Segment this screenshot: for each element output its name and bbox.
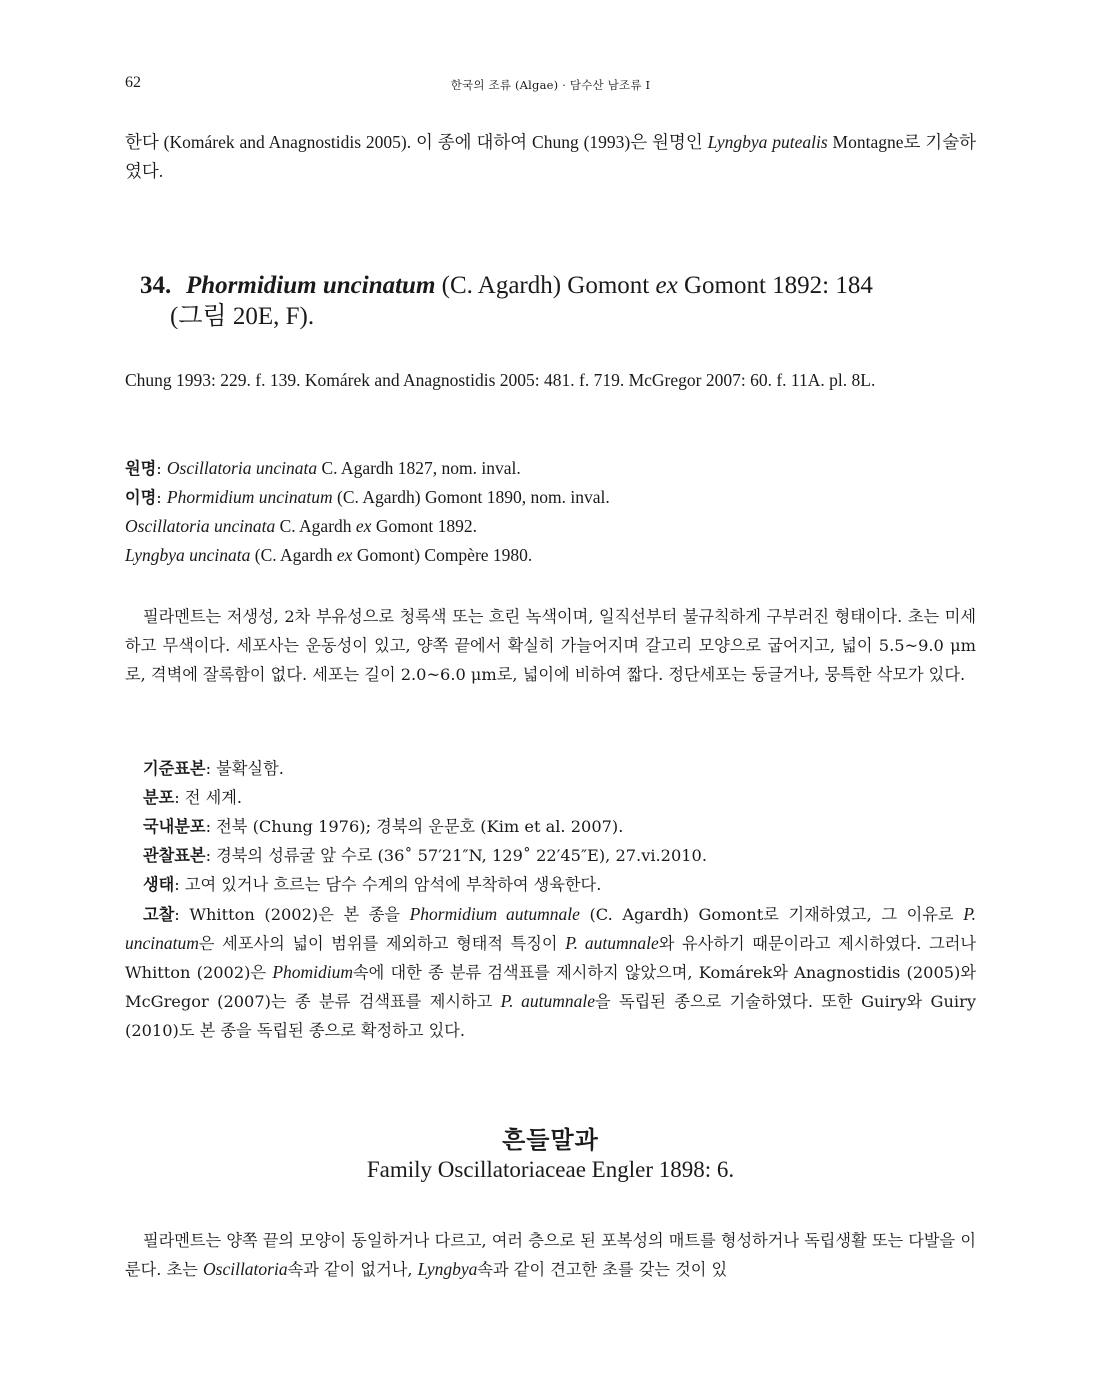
domestic-distribution-label: 국내분포 xyxy=(143,817,206,836)
remarks-label: 고찰 xyxy=(143,905,175,924)
family-desc-text-3: 속과 같이 견고한 초를 갖는 것이 있 xyxy=(477,1260,728,1279)
synonym-2-authority-b: Gomont 1892. xyxy=(371,516,477,536)
remarks-text-5: 속에 대한 종 분류 검색표를 제시하지 않았으며, Komárek와 Anagnostidis (2005)와 McGregor (2007)는 종 분류 검색표를 제시하고 xyxy=(125,963,976,1011)
species-heading xyxy=(140,270,940,332)
family-heading-korean: 흔들말과 xyxy=(502,1125,599,1154)
basionym-label: 원명 xyxy=(125,459,157,478)
page-header xyxy=(125,74,976,98)
basionym-line: 원명: Oscillatoria uncinata C. Agardh 1827, nom. inval. xyxy=(125,458,521,478)
remarks-taxon-4: Phomidium xyxy=(272,962,354,982)
synonym-2-ex: ex xyxy=(355,516,372,536)
basionym-authority: C. Agardh 1827, nom. inval. xyxy=(317,458,521,478)
species-number: 34. xyxy=(140,272,172,299)
family-desc-text-1: 필라멘트는 양쪽 끝의 모양이 동일하거나 다르고, 여러 층으로 된 포복성의 매트를 형성하거나 독립생활 또는 다발을 이룬다. 초는 xyxy=(125,1231,976,1279)
synonym-line-3 xyxy=(125,541,976,570)
family-desc-genus-1: Oscillatoria xyxy=(203,1259,288,1279)
remarks-text-6: 을 독립된 종으로 기술하였다. 또한 Guiry와 Guiry (2010)도 본 종을 독립된 종으로 확정하고 있다. xyxy=(125,992,976,1040)
remarks-text-1: : Whitton (2002)은 본 종을 xyxy=(174,905,410,924)
remarks-taxon-2: P. uncinatum xyxy=(125,904,976,953)
remarks-text-4: 와 유사하기 때문이라고 제시하였다. 그러나 Whitton (2002)은 xyxy=(125,934,976,982)
synonym-line-2 xyxy=(125,512,976,541)
domestic-distribution-value: : 전북 (Chung 1976); 경북의 운문호 (Kim et al. 2007). xyxy=(205,817,624,836)
synonym-1-name: Phormidium uncinatum xyxy=(166,487,333,507)
species-authority-b: Gomont 1892: 184 xyxy=(677,272,873,299)
species-name: Phormidium uncinatum xyxy=(186,272,436,299)
synonym-3-authority-a: (C. Agardh xyxy=(250,545,337,565)
literature-citations: Chung 1993: 229. f. 139. Komárek and Anagnostidis 2005: 481. f. 719. McGregor 2007: 60. f. 11A. pl. 8L. xyxy=(125,370,876,390)
distribution-line xyxy=(143,783,976,812)
cont-text-c: Montagne로 기술하였다. xyxy=(125,132,976,181)
ecology-line xyxy=(143,870,976,899)
ecology-value: : 고여 있거나 흐르는 담수 수계의 암석에 부착하여 생육한다. xyxy=(174,875,602,894)
synonym-line-1: 이명: Phormidium uncinatum (C. Agardh) Gomont 1890, nom. inval. xyxy=(125,487,610,507)
type-specimen-line xyxy=(143,754,976,783)
distribution-value: : 전 세계. xyxy=(174,788,243,807)
synonym-3-ex: ex xyxy=(336,545,353,565)
observed-specimen-value: : 경북의 성류굴 앞 수로 (36˚ 57′21″N, 129˚ 22′45″E), 27.vi.2010. xyxy=(205,846,707,865)
observed-specimen-line xyxy=(143,841,976,870)
page-number: 62 xyxy=(125,74,141,91)
remarks-taxon-3: P. autumnale xyxy=(565,933,659,953)
synonym-label: 이명 xyxy=(125,488,157,507)
family-description xyxy=(125,1226,976,1284)
family-desc-text-2: 속과 같이 없거나, xyxy=(287,1260,418,1279)
remarks-paragraph xyxy=(125,900,976,1045)
remarks-text-2: (C. Agardh) Gomont로 기재하였고, 그 이유로 xyxy=(579,905,964,924)
type-specimen-value: : 불확실함. xyxy=(205,759,284,778)
synonym-2-name: Oscillatoria uncinata xyxy=(125,516,276,536)
family-desc-genus-2: Lyngbya xyxy=(417,1259,478,1279)
remarks-text-3: 은 세포사의 넓이 범위를 제외하고 형태적 특징이 xyxy=(198,934,566,953)
continued-paragraph xyxy=(125,128,976,186)
ecology-label: 생태 xyxy=(143,875,175,894)
remarks-taxon-1: Phormidium autumnale xyxy=(409,904,580,924)
remarks-taxon-5: P. autumnale xyxy=(500,991,595,1011)
figure-reference: (그림 20E, F). xyxy=(170,303,315,330)
morphology-description: 필라멘트는 저생성, 2차 부유성으로 청록색 또는 흐린 녹색이며, 일직선부터 불규칙하게 구부러진 형태이다. 초는 미세하고 무색이다. 세포사는 운동성이 있고, 양쪽 끝에서 확실히 가늘어지며 갈고리 모양으로 굽어지고, 넓이 5.5~9.0 μm로, 격벽에 잘록함이 없다. 세포는 길이 2.0~6.0 μm로, 넓이에 비하여 짧다. 정단세포는 둥글거나, 뭉특한 삭모가 있다. xyxy=(125,607,976,684)
cont-basionym: Lyngbya putealis xyxy=(707,132,828,152)
observed-specimen-label: 관찰표본 xyxy=(143,846,206,865)
basionym-name: Oscillatoria uncinata xyxy=(166,458,318,478)
family-heading-latin: Family Oscillatoriaceae Engler 1898: 6. xyxy=(366,1157,735,1182)
species-authority-a: (C. Agardh) Gomont xyxy=(435,272,656,299)
running-head: 한국의 조류 (Algae) · 담수산 남조류 I xyxy=(450,78,651,92)
synonym-2-authority-a: C. Agardh xyxy=(275,516,356,536)
type-specimen-label: 기준표본 xyxy=(143,759,206,778)
synonym-1-authority: (C. Agardh) Gomont 1890, nom. inval. xyxy=(332,487,610,507)
specimen-fields xyxy=(125,754,976,899)
species-ex: ex xyxy=(655,272,678,299)
cont-text-a: 한다 (Komárek and Anagnostidis 2005). 이 종에 대하여 Chung (1993)은 원명인 xyxy=(125,132,708,152)
synonymy-block xyxy=(125,454,976,570)
domestic-distribution-line xyxy=(143,812,976,841)
distribution-label: 분포 xyxy=(143,788,175,807)
synonym-3-authority-b: Gomont) Compère 1980. xyxy=(352,545,533,565)
synonym-3-name: Lyngbya uncinata xyxy=(125,545,251,565)
